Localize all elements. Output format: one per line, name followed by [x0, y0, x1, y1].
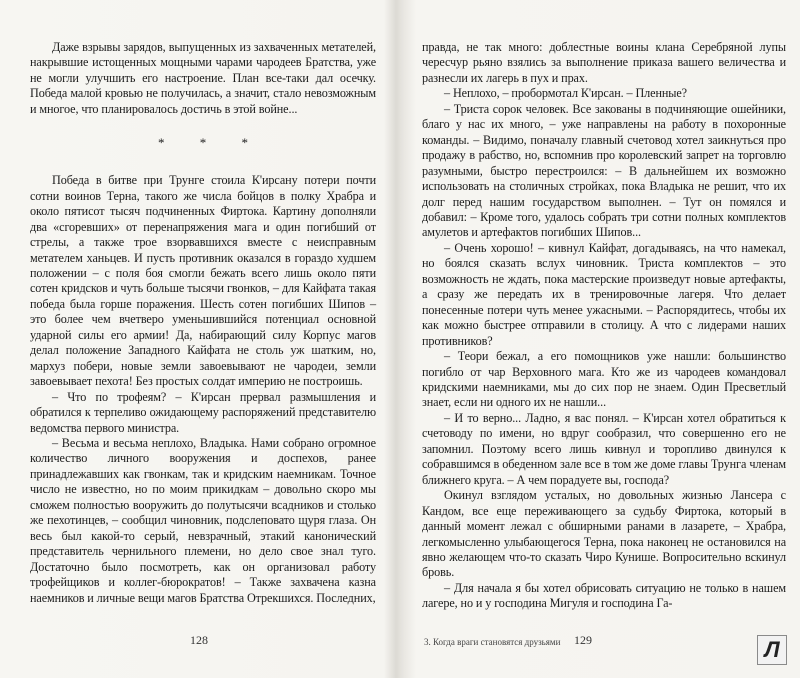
paragraph: – Теори бежал, а его помощников уже нашли: большинство погибло от чар Верховного мага. Кто же из чародеев командовал кридскими наемниками, мы до сих пор не знаем. Один Пресветлый знает, если ни одного их не нашли...	[422, 349, 786, 410]
paragraph: Победа в битве при Трунге стоила К'ирсану потери почти сотни воинов Терна, такого же числа бойцов в полку Храбра и около пятисот тысяч подчиненных Фиртока. Картину дополняли два «сгоревших» от перенапряжения мага и один погибший от стрелы, а также трое взорвавшихся вместе с неисправным метателем ханьцев. И пусть противник оказался в гораздо худшем положении – с поля боя смогли бежать всего лишь около пяти сотен кридсков и чуть больше тысячи гвонков, – для Кайфата такая победа была горше поражения. Шесть сотен погибших Шипов – это более чем вчетверо уменьшившийся потенциал основной ударной силы его армии! Да, набирающий силу Корпус магов делал положение Западного Кайфата не столь уж шатким, но, мархуз побери, новые земли завоевывают не чародеи, земли завоевывает пехота! Без простых солдат империю не построишь.	[30, 173, 376, 389]
left-page	[0, 0, 398, 678]
paragraph: – Неплохо, – пробормотал К'ирсан. – Пленные?	[444, 86, 687, 101]
left-text-before	[30, 40, 376, 117]
paragraph: – Весьма и весьма неплохо, Владыка. Нами собрано огромное количество личного вооружения и доспехов, ранее принадлежавших как гвонкам, так и кридским наемникам. Точное число не известно, но по моим прикидкам – довольно скоро мы сможем полностью вооружить до полутысячи всадников и столько же пехотинцев, – сообщил чиновник, подслеповато щуря глаза. Он весь был какой-то серый, невзрачный, этакий канонический представитель чернильного племени, но дело свое знал туго. Достаточно было посмотреть, как он организовал работу трофейщиков и коллег-бюрократов! – Также захвачена казна наемников и личные вещи магов Братства Отрекшихся. Последних,	[30, 435, 376, 605]
right-text	[422, 40, 786, 612]
paragraph: – Триста сорок человек. Все закованы в подчиняющие ошейники, благо у нас их много, – уже направлены на работу в похоронные команды. – Видимо, поначалу главный счетовод хотел заикнуться про продажу в рабство, но, вспомнив про королевский запрет на торговлю разумными, быстро перестроился: – В дальнейшем их возможно использовать на столичных стройках, пока Владыка не решит, что их долг перед нашим государством выполнен. – Тут он помялся и добавил: – Кроме того, удалось собрать три сотни полных комплектов амулетов и артефактов погибших Шипов...	[422, 101, 786, 240]
running-head: 3. Когда враги становятся друзьями	[424, 637, 561, 647]
right-page	[402, 0, 800, 678]
page-number-right: 129	[574, 633, 592, 647]
paragraph: – И то верно... Ладно, я вас понял. – К'ирсан хотел обратиться к счетоводу по имени, но вдруг сообразил, что совершенно его не запомнил. Поэтому всего лишь кивнул и торопливо двинулся к собравшимся в обеденном зале все в том же доме главы Трунга членам ближнего круга. – А чем порадуете вы, господа?	[422, 410, 786, 487]
page-number-left: 128	[190, 633, 208, 647]
paragraph: – Для начала я бы хотел обрисовать ситуацию не только в нашем лагере, но и у господина Мигуля и господина Га-	[422, 580, 786, 611]
paragraph: – Что по трофеям? – К'ирсан прервал размышления и обратился к терпеливо ожидающему распоряжений представителю ведомства первого министра.	[30, 389, 376, 435]
paragraph: Даже взрывы зарядов, выпущенных из захваченных метателей, накрывшие истощенных мощными чарами чародеев Братства, уже не могли улучшить его настроение. План все-таки дал осечку. Победа малой кровью не получилась, а значит, стало невозможным и многое, что планировалось достичь в этой войне...	[30, 40, 376, 116]
left-text-after	[30, 173, 376, 606]
publisher-logo-icon	[757, 635, 787, 665]
paragraph-continued: правда, не так много: доблестные воины клана Серебряной лупы чересчур рьяно взялись за выполнение приказа вашего величества и разнесли их лагерь в пух и прах.	[422, 40, 786, 85]
section-separator: * * *	[158, 135, 264, 151]
logo-letter: Л	[764, 637, 780, 662]
paragraph: Окинул взглядом усталых, но довольных жизнью Лансера с Кандом, все еще переживающего за судьбу Фиртока, который в данный момент лежал с обширными ранами в лазарете, – Храбра, легкомысленно улыбающегося Терна, пока наконец не остановился на явно желающем что-то сказать Чиро Кунише. Вопросительно вскинул бровь.	[422, 488, 786, 580]
paragraph: – Очень хорошо! – кивнул Кайфат, догадываясь, на что намекал, но боялся сказать вслух чиновник. Триста комплектов – это возможность не ждать, пока мастерские произведут новые артефакты, а сразу же передать их в тренировочные лагеря. Что делает понесенные потери чуть менее ужасными. – Распорядитесь, чтобы их как можно быстрее отправили в столицу. А что с лидерами наших противников?	[422, 240, 786, 348]
